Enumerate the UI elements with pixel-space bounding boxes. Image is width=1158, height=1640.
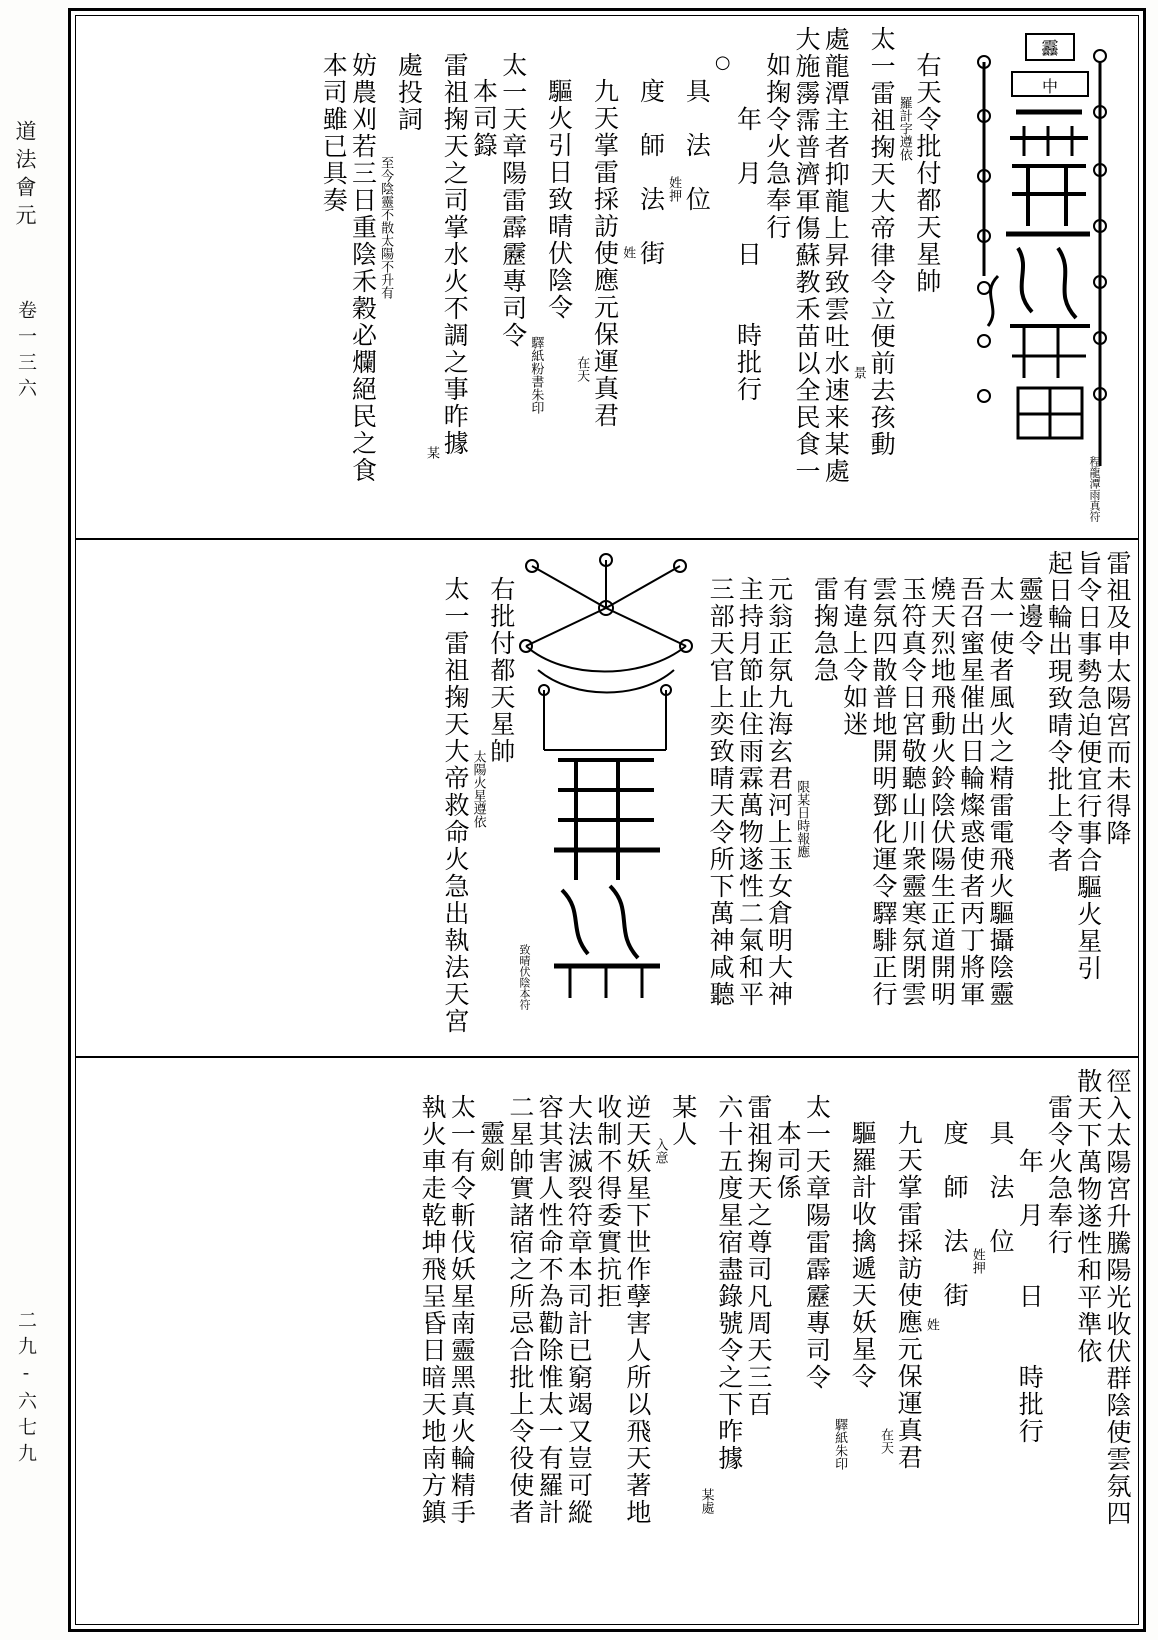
column-note: 入意 bbox=[652, 1138, 668, 1164]
column-note: 羅計字遵依 bbox=[896, 96, 912, 161]
text-column: 本司籙 bbox=[469, 78, 499, 159]
text-column: 主持月節止住雨霖萬物遂性二氣和平 bbox=[735, 576, 765, 1008]
text-column: 太一天章陽雷霹靂專司令 bbox=[498, 52, 528, 349]
column-note: 姓押 bbox=[969, 1248, 985, 1274]
column-note: 在天 bbox=[574, 356, 590, 382]
text-column: 大法滅裂符章本司計已窮竭又豈可縱 bbox=[564, 1094, 594, 1526]
text-column: 雷令火急奉行 bbox=[1044, 1094, 1074, 1256]
page-number: 二九-六七九 bbox=[15, 1310, 37, 1469]
text-column: 燒天烈地飛動火鈴陰伏陽生正道開明 bbox=[927, 576, 957, 1008]
text-column: 九天掌雷採訪使應元保運真君 bbox=[590, 78, 620, 429]
talisman-diagram-1 bbox=[940, 26, 1130, 496]
talisman-area-1 bbox=[940, 26, 1130, 526]
text-column: 某人 bbox=[668, 1094, 698, 1148]
text-column: 容其害人性命不為勸除惟太一有羅計 bbox=[535, 1094, 565, 1526]
column-note: 限某日時報應 bbox=[794, 780, 810, 858]
svg-text:中: 中 bbox=[1041, 77, 1059, 96]
page-margin bbox=[0, 0, 68, 1640]
text-column: 年 月 日 時批行 bbox=[733, 106, 763, 403]
text-column: 度 師 法 街 bbox=[940, 1120, 970, 1309]
text-column: 驅羅計收擒遞天妖星令 bbox=[848, 1120, 878, 1390]
text-frame-inner bbox=[75, 15, 1139, 1625]
column-note: 至今陰靈不散太陽不升有 bbox=[378, 156, 394, 299]
text-column: 靈劍 bbox=[476, 1120, 506, 1174]
column-note: 姓押 bbox=[666, 176, 682, 202]
text-column: 徑入太陽宮升騰陽光收伏群陰使雲氛四 bbox=[1103, 1068, 1132, 1527]
text-column: 太一使者風火之精雷電飛火驅攝陰靈 bbox=[986, 576, 1015, 1008]
text-column: 驅火引日致晴伏陰令 bbox=[544, 78, 574, 321]
text-column: 三部天官上奕致晴天令所下萬神咸聽 bbox=[706, 576, 736, 1008]
text-column: 處投詞 bbox=[394, 52, 424, 133]
text-column: 年 月 日 時批行 bbox=[1015, 1148, 1045, 1445]
column-note: 姓 bbox=[620, 246, 636, 259]
talisman-caption-2: 致晴伏陰本符 bbox=[517, 944, 531, 1010]
svg-text:䨺: 䨺 bbox=[1041, 39, 1059, 59]
talisman-caption-1: 程龍潭雨真符 bbox=[1088, 456, 1101, 522]
column-note: 某處 bbox=[698, 1488, 714, 1514]
text-frame bbox=[68, 8, 1146, 1632]
text-column: 右批付都天星帥 bbox=[486, 576, 516, 765]
text-column: 收制不得委實抗拒 bbox=[593, 1094, 623, 1310]
text-column: 太一雷祖掬天大帝救命火急出執法天宮 bbox=[440, 576, 470, 1035]
text-column: 散天下萬物遂性和平準依 bbox=[1073, 1068, 1103, 1365]
text-column: 妨農刈若三日重陰禾穀必爛絕民之食 bbox=[348, 52, 378, 484]
text-column: 雷掬急急 bbox=[810, 576, 840, 684]
text-column: 逆天妖星下世作孽害人所以飛天著地 bbox=[622, 1094, 652, 1526]
talisman-diagram-2 bbox=[514, 550, 699, 1010]
text-column: 有違上令如迷 bbox=[839, 576, 869, 738]
column-note: 太陽火星遵依 bbox=[470, 750, 486, 828]
register-3 bbox=[76, 1058, 1138, 1630]
text-column: 本司雖已具奏 bbox=[319, 52, 349, 214]
text-column: 雷祖及申太陽宮而未得降 bbox=[1103, 550, 1132, 847]
text-column: 處龍潭主者抑龍上昇致雲吐水速来某處 bbox=[821, 26, 851, 485]
text-column: 元翁正氛九海玄君河上玉女倉明大神 bbox=[764, 576, 794, 1008]
text-column: 雷祖掬天之尊司凡周天三百 bbox=[743, 1094, 773, 1418]
text-column: 二星帥實諸宿之所忌合批上令役使者 bbox=[505, 1094, 535, 1526]
register-2 bbox=[76, 540, 1138, 1056]
text-column: 太一雷祖掬天大帝律令立便前去孩動 bbox=[867, 26, 897, 458]
text-column: 雷祖掬天之司掌水火不調之事昨據 bbox=[440, 52, 470, 457]
text-column: 具 法 位 bbox=[986, 1120, 1015, 1255]
column-note: 在天 bbox=[877, 1428, 893, 1454]
volume-label: 卷一三六 bbox=[15, 300, 37, 404]
text-column: 如掬令火急奉行 bbox=[762, 52, 792, 241]
text-column: 太一有令斬伐妖星南靈黑真火輪精手 bbox=[447, 1094, 477, 1526]
text-column: 大施霶霈普濟軍傷蘇教禾苗以全民食一 bbox=[791, 26, 821, 485]
text-column: 執火車走乾坤飛呈昏日暗天地南方鎮 bbox=[418, 1094, 448, 1526]
text-column: 度 師 法 街 bbox=[636, 78, 666, 267]
text-column: 旨令日事勢急迫便宜行事合驅火星引 bbox=[1073, 550, 1103, 982]
column-note: 景 bbox=[850, 366, 866, 379]
text-column: 太一天章陽雷霹靂專司令 bbox=[802, 1094, 832, 1391]
text-column: 本司係 bbox=[773, 1120, 803, 1201]
text-column: 六十五度星宿盡錄號令之下昨據 bbox=[714, 1094, 744, 1472]
talisman-area-2 bbox=[514, 550, 704, 1020]
text-column: 靈邊令 bbox=[1015, 576, 1045, 657]
column-note: 姓 bbox=[923, 1318, 939, 1331]
book-title: 道法會元 bbox=[13, 120, 37, 232]
text-column: 吾召蜜星催出日輪燦惑使者丙丁將軍 bbox=[956, 576, 986, 1008]
register-1 bbox=[76, 16, 1138, 538]
text-column: 右天令批付都天星帥 bbox=[913, 52, 942, 295]
punctuation-mark: ○ bbox=[712, 52, 734, 75]
text-column: 雲氛四散普地開明鄧化運令驛騑正行 bbox=[869, 576, 898, 1008]
column-note: 驛紙粉書朱印 bbox=[528, 336, 544, 414]
text-column: 九天掌雷採訪使應元保運真君 bbox=[894, 1120, 924, 1471]
text-column: 具 法 位 bbox=[682, 78, 712, 213]
column-note: 某 bbox=[424, 446, 440, 459]
column-note: 驛紙朱印 bbox=[832, 1418, 848, 1470]
text-column: 起日輪出現致晴令批上令者 bbox=[1044, 550, 1074, 874]
text-column: 玉符真令日宮敬聽山川衆靈寒氛閉雲 bbox=[898, 576, 928, 1008]
